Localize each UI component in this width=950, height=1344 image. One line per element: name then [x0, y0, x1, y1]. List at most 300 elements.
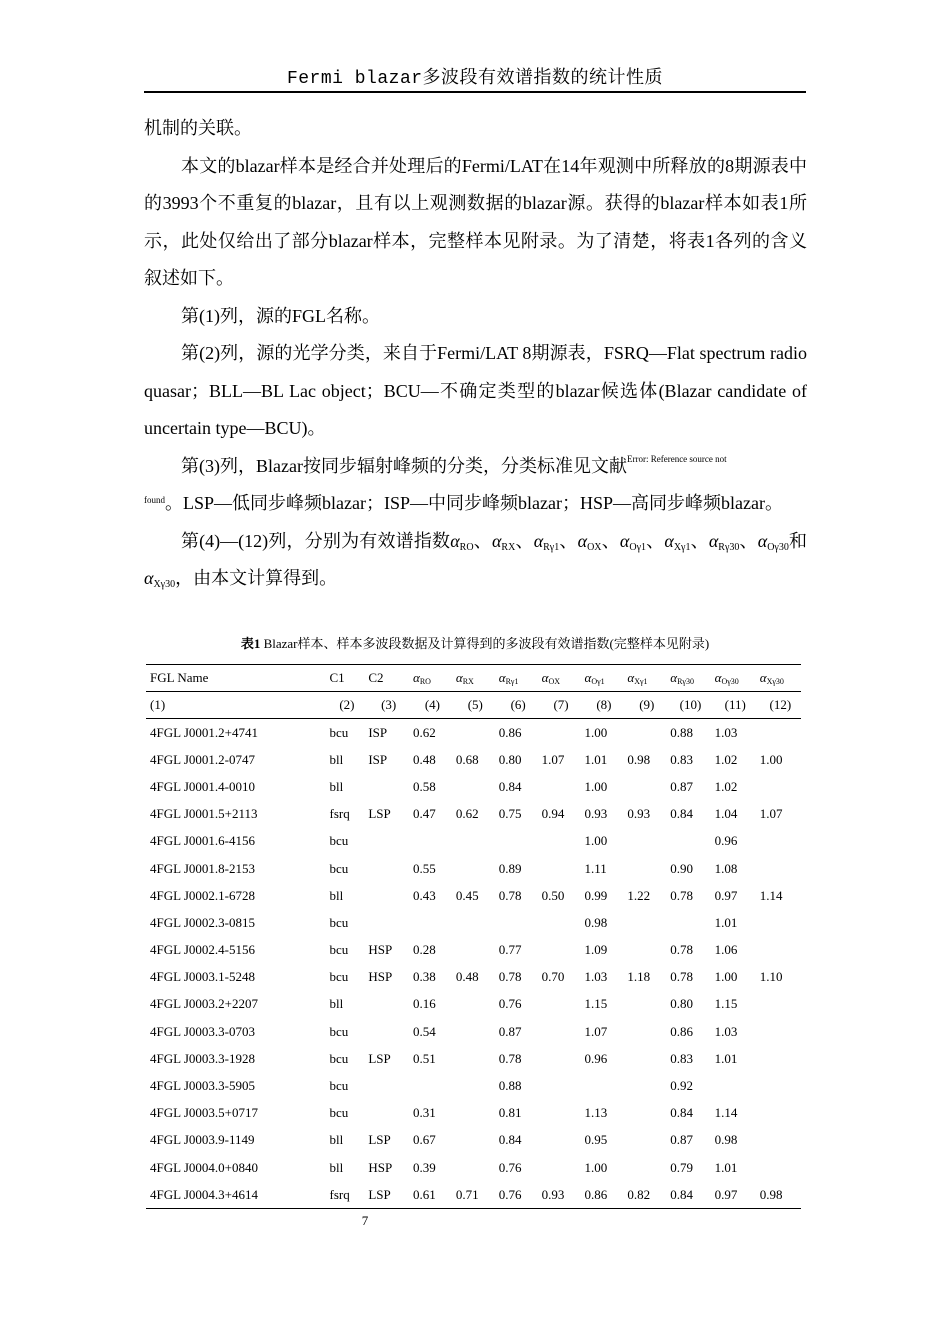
- alpha-subscript: Oγ1: [591, 677, 605, 686]
- table-cell: [538, 1072, 581, 1099]
- table-cell: 4FGL J0003.3-5905: [150, 1078, 255, 1094]
- table-row: [146, 1127, 801, 1154]
- alpha-symbol: α: [619, 530, 630, 551]
- table-cell: 0.87: [498, 1023, 522, 1039]
- table-cell: 4FGL J0003.3-0703: [150, 1023, 255, 1039]
- table-cell: 0.80: [498, 751, 522, 767]
- table-cell: LSP: [364, 1181, 409, 1209]
- alpha-subscript: Rγ1: [505, 677, 519, 686]
- alpha-subscript: RO: [419, 677, 431, 686]
- table-cell: 0.76: [498, 1159, 522, 1175]
- table-cell: bll: [329, 778, 344, 794]
- table-cell: [364, 828, 409, 855]
- alpha-subscript: Xγ30: [153, 579, 176, 590]
- table-row: [146, 909, 801, 936]
- alpha-symbol: α: [455, 670, 463, 685]
- table-cell: 0.90: [670, 860, 693, 876]
- table-cell: 0.31: [413, 1105, 436, 1121]
- table-cell: 0.86: [581, 1181, 624, 1209]
- table-cell: 1.14: [714, 1105, 738, 1121]
- table-row: [146, 964, 801, 991]
- alpha-subscript: Rγ1: [543, 541, 560, 553]
- table-cell: 1.03: [584, 969, 608, 985]
- table-cell: bll: [329, 887, 344, 903]
- table-cell: [364, 855, 409, 882]
- table-cell: [623, 773, 666, 800]
- table-cell: 1.00: [584, 1159, 608, 1175]
- table-cell: 0.93: [627, 806, 651, 822]
- table-cell: [756, 937, 801, 964]
- col-header-alpha: [581, 665, 624, 692]
- table-cell: bll: [329, 751, 344, 767]
- table-cell: 0.86: [498, 724, 522, 740]
- col-header-alpha: [756, 665, 801, 692]
- table-cell: 4FGL J0001.4-0010: [150, 778, 255, 794]
- table-row: [146, 773, 801, 800]
- table-cell: [538, 1127, 581, 1154]
- paragraph-3: 第(2)列，源的光学分类，来自于Fermi/LAT 8期源表，FSRQ—Flat spectrum radio quasar；BLL—BL Lac object；BCU—不确定类型的blazar候选体(Blazar candidate of uncertain type—BCU)。: [144, 343, 807, 438]
- table-cell: 0.81: [498, 1105, 522, 1121]
- table-cell: 0.78: [670, 942, 693, 958]
- table-cell: 0.99: [584, 887, 608, 903]
- table-cell: fsrq: [329, 806, 350, 822]
- table-cell: bcu: [329, 914, 349, 930]
- table-cell: 0.84: [498, 778, 522, 794]
- alpha-subscript: Oγ30: [767, 541, 789, 553]
- alpha-symbol: α: [627, 670, 635, 685]
- table-cell: [452, 1127, 495, 1154]
- col-number: (1): [146, 692, 326, 719]
- page-number: 7: [361, 1213, 369, 1228]
- table-cell: 0.77: [498, 942, 522, 958]
- table-cell: [538, 1154, 581, 1181]
- table-cell: 1.03: [714, 1023, 738, 1039]
- col-number: (2): [326, 692, 365, 719]
- paragraph-4-start: 第(3)列，Blazar按同步辐射峰频的分类，分类标准见文献: [181, 455, 627, 476]
- table-cell: [538, 828, 581, 855]
- table-cell: 1.06: [714, 942, 738, 958]
- alpha-subscript: OX: [548, 677, 561, 686]
- table-cell: 0.78: [670, 969, 693, 985]
- table-cell: [452, 719, 495, 747]
- table-cell: bcu: [329, 833, 349, 849]
- table-cell: 1.04: [714, 806, 738, 822]
- table-cell: 0.83: [670, 751, 693, 767]
- paragraph-5-start: 第(4)—(12)列，分别为有效谱指数: [181, 530, 451, 551]
- table-cell: bcu: [329, 969, 349, 985]
- table-cell: 1.00: [759, 751, 783, 767]
- col-number: (12): [756, 692, 801, 719]
- alpha-symbol: α: [533, 530, 544, 551]
- table-cell: 0.84: [498, 1132, 522, 1148]
- table-cell: [756, 828, 801, 855]
- table-cell: bll: [329, 996, 344, 1012]
- table-cell: 0.47: [413, 806, 436, 822]
- table-cell: 1.00: [714, 969, 738, 985]
- table-cell: [623, 991, 666, 1018]
- alpha-subscript: OX: [587, 541, 602, 553]
- table-row: [146, 1018, 801, 1045]
- table-cell: fsrq: [326, 1181, 365, 1209]
- separator: 、: [559, 530, 578, 551]
- running-header: Fermi blazar多波段有效谱指数的统计性质: [286, 69, 664, 89]
- table-row: [146, 801, 801, 828]
- table-cell: 0.97: [711, 1181, 756, 1209]
- table-cell: 4FGL J0004.3+4614: [146, 1181, 326, 1209]
- table-cell: 4FGL J0003.3-1928: [150, 1050, 255, 1066]
- table-cell: [452, 991, 495, 1018]
- table-cell: bcu: [329, 724, 349, 740]
- alpha-subscript: RO: [459, 541, 474, 553]
- alpha-symbol: α: [144, 568, 154, 588]
- alpha-subscript: Xγ30: [766, 677, 784, 686]
- col-number: (8): [581, 692, 624, 719]
- table-cell: 1.02: [714, 778, 738, 794]
- table-cell: 1.00: [584, 833, 608, 849]
- table-cell: [409, 909, 452, 936]
- table-cell: [623, 1127, 666, 1154]
- table-cell: [538, 937, 581, 964]
- table-cell: [756, 1045, 801, 1072]
- col-header-alpha: [495, 665, 538, 692]
- paragraph-2: 第(1)列，源的FGL名称。: [181, 305, 380, 326]
- table-cell: HSP: [368, 942, 393, 958]
- table-cell: [711, 1072, 756, 1099]
- alpha-symbol: α: [577, 530, 588, 551]
- table-cell: 0.78: [498, 887, 522, 903]
- table-cell: [756, 855, 801, 882]
- table-cell: 0.88: [498, 1078, 522, 1094]
- table-cell: 1.01: [714, 914, 738, 930]
- reference-error-line1: Error: Reference source not: [626, 453, 727, 464]
- table-cell: [623, 855, 666, 882]
- table-cell: ISP: [368, 724, 388, 740]
- alpha-symbol: α: [757, 530, 768, 551]
- table-cell: [756, 1127, 801, 1154]
- alpha-subscript: RX: [501, 541, 516, 553]
- table-caption-label: 表1: [240, 636, 261, 651]
- table-cell: 0.67: [413, 1132, 436, 1148]
- table-cell: 1.07: [584, 1023, 608, 1039]
- col-number: (4): [409, 692, 452, 719]
- table-cell: 0.82: [623, 1181, 666, 1209]
- table-cell: 0.68: [455, 751, 479, 767]
- table-cell: 0.75: [498, 806, 522, 822]
- table-cell: 0.76: [495, 1181, 538, 1209]
- table-cell: 0.86: [670, 1023, 693, 1039]
- table-cell: 0.50: [541, 887, 565, 903]
- header-rule: [144, 91, 806, 93]
- table-cell: [452, 773, 495, 800]
- table-cell: [756, 773, 801, 800]
- table-cell: 0.62: [455, 806, 479, 822]
- alpha-symbol: α: [670, 670, 678, 685]
- paragraph-5-end: ，由本文计算得到。: [175, 568, 338, 588]
- paragraph-4-end: 。LSP—低同步峰频blazar；ISP—中同步峰频blazar；HSP—高同步峰频blazar。: [165, 493, 783, 513]
- col-header-alpha: [409, 665, 452, 692]
- table-cell: 0.39: [413, 1159, 436, 1175]
- table-cell: [538, 773, 581, 800]
- col-number: (3): [364, 692, 409, 719]
- blazar-table: [146, 664, 801, 1209]
- table-cell: 0.93: [584, 806, 608, 822]
- paragraph-4: [144, 448, 807, 523]
- col-number: (11): [711, 692, 756, 719]
- table-cell: [666, 909, 710, 936]
- table-cell: 0.71: [452, 1181, 495, 1209]
- table-cell: 0.84: [670, 806, 693, 822]
- table-row: [146, 991, 801, 1018]
- table-cell: 0.16: [413, 996, 436, 1012]
- table-cell: 0.96: [584, 1050, 608, 1066]
- table-cell: [538, 855, 581, 882]
- table-cell: [452, 1045, 495, 1072]
- table-row: [146, 1154, 801, 1181]
- paragraph-1: 本文的blazar样本是经合并处理后的Fermi/LAT在14年观测中所释放的8期源表中的3993个不重复的blazar，且有以上观测数据的blazar源。获得的blazar样本如表1所示，此处仅给出了部分blazar样本，完整样本见附录。为了清楚，将表1各列的含义叙述如下。: [144, 155, 807, 288]
- table-cell: [666, 828, 710, 855]
- table-cell: 4FGL J0001.2-0747: [150, 751, 255, 767]
- table-row: [146, 1045, 801, 1072]
- paragraph-0: 机制的关联。: [144, 118, 252, 138]
- table-cell: 0.87: [670, 778, 693, 794]
- table-cell: [452, 1072, 495, 1099]
- table-cell: [623, 1018, 666, 1045]
- table-cell: [623, 1100, 666, 1127]
- table-row: [146, 855, 801, 882]
- table-cell: LSP: [368, 1132, 391, 1148]
- table-cell: 0.88: [670, 724, 693, 740]
- separator: 、: [473, 530, 492, 551]
- table-cell: 0.62: [413, 724, 436, 740]
- col-number: (6): [495, 692, 538, 719]
- table-cell: [364, 909, 409, 936]
- table-cell: 4FGL J0001.6-4156: [150, 833, 255, 849]
- alpha-symbol: α: [541, 670, 549, 685]
- alpha-subscript: RX: [462, 677, 474, 686]
- table-cell: [409, 1072, 452, 1099]
- table-cell: 0.95: [584, 1132, 608, 1148]
- col-number: (9): [623, 692, 666, 719]
- alpha-symbol: α: [759, 670, 767, 685]
- separator: 、: [601, 530, 620, 551]
- table-cell: [452, 1100, 495, 1127]
- table-cell: [452, 909, 495, 936]
- table-cell: 0.76: [498, 996, 522, 1012]
- col-header-c2: C2: [364, 665, 409, 692]
- table-cell: [538, 909, 581, 936]
- table-cell: [623, 937, 666, 964]
- alpha-symbol: α: [664, 530, 674, 551]
- table-cell: 4FGL J0001.5+2113: [150, 806, 258, 822]
- table-cell: [364, 991, 409, 1018]
- table-cell: 1.08: [714, 860, 738, 876]
- table-cell: [364, 773, 409, 800]
- table-cell: 0.78: [670, 887, 693, 903]
- table-cell: 1.18: [627, 969, 651, 985]
- table-cell: [538, 1045, 581, 1072]
- table-cell: 0.79: [670, 1159, 693, 1175]
- table-cell: 0.54: [413, 1023, 436, 1039]
- table-cell: 0.93: [538, 1181, 581, 1209]
- table-cell: 0.98: [756, 1181, 801, 1209]
- table-cell: 0.80: [670, 996, 693, 1012]
- alpha-subscript: Xγ1: [634, 677, 648, 686]
- table-cell: [623, 1154, 666, 1181]
- table-cell: 0.94: [541, 806, 565, 822]
- table-cell: 0.45: [455, 887, 479, 903]
- alpha-symbol: α: [708, 530, 719, 551]
- table-cell: 0.58: [413, 778, 436, 794]
- col-header-alpha: [623, 665, 666, 692]
- table-row: [146, 882, 801, 909]
- table-cell: [538, 1100, 581, 1127]
- table-cell: 0.92: [670, 1078, 693, 1094]
- table-cell: LSP: [368, 806, 391, 822]
- table-caption: [144, 634, 806, 654]
- table-cell: 0.70: [541, 969, 565, 985]
- table-cell: 0.84: [666, 1181, 710, 1209]
- table-cell: 4FGL J0002.3-0815: [150, 914, 255, 930]
- col-number: (5): [452, 692, 495, 719]
- table-cell: 1.15: [584, 996, 608, 1012]
- table-cell: [756, 1018, 801, 1045]
- table-cell: 1.01: [714, 1050, 738, 1066]
- col-number: (7): [538, 692, 581, 719]
- table-cell: [452, 1018, 495, 1045]
- table-cell: [364, 1018, 409, 1045]
- table-cell: 0.38: [413, 969, 436, 985]
- table-cell: 4FGL J0003.9-1149: [150, 1132, 255, 1148]
- table-cell: 1.07: [541, 751, 565, 767]
- alpha-subscript: Xγ1: [673, 541, 691, 553]
- table-cell: bcu: [329, 860, 349, 876]
- table-cell: 1.02: [714, 751, 738, 767]
- alpha-symbol: α: [584, 670, 592, 685]
- table-cell: 1.10: [759, 969, 783, 985]
- table-cell: 4FGL J0004.0+0840: [150, 1159, 258, 1175]
- separator: 、: [690, 530, 709, 551]
- table-cell: 0.97: [714, 887, 738, 903]
- alpha-symbol: α: [714, 670, 722, 685]
- table-cell: [756, 909, 801, 936]
- table-cell: 1.15: [714, 996, 738, 1012]
- table-cell: [538, 719, 581, 747]
- table-cell: [756, 1072, 801, 1099]
- table-cell: 1.13: [584, 1105, 608, 1121]
- alpha-subscript: Oγ1: [629, 541, 646, 553]
- separator: 、: [515, 530, 534, 551]
- table-cell: [756, 719, 801, 747]
- table-cell: 1.09: [584, 942, 608, 958]
- table-cell: 0.98: [584, 914, 608, 930]
- table-cell: [409, 828, 452, 855]
- table-cell: 1.01: [584, 751, 608, 767]
- table-row: [146, 719, 801, 747]
- table-cell: [623, 909, 666, 936]
- col-header-alpha: [666, 665, 710, 692]
- table-cell: ISP: [368, 751, 388, 767]
- table-cell: [623, 1045, 666, 1072]
- table-cell: 0.78: [498, 969, 522, 985]
- table-cell: 1.22: [627, 887, 651, 903]
- table-cell: LSP: [368, 1050, 391, 1066]
- table-cell: bcu: [329, 1050, 349, 1066]
- table-cell: 4FGL J0002.1-6728: [150, 887, 255, 903]
- table-cell: bcu: [329, 942, 349, 958]
- table-cell: [452, 828, 495, 855]
- table-cell: 1.07: [759, 806, 783, 822]
- table-cell: 4FGL J0003.2+2207: [150, 996, 258, 1012]
- table-cell: 0.84: [670, 1105, 693, 1121]
- table-row: [146, 746, 801, 773]
- col-header-alpha: [538, 665, 581, 692]
- table-cell: 0.96: [714, 833, 738, 849]
- alpha-symbol: α: [413, 670, 420, 685]
- table-body: [146, 719, 801, 1209]
- table-cell: bcu: [329, 1023, 349, 1039]
- body-text: [144, 110, 807, 598]
- table-cell: 1.14: [759, 887, 783, 903]
- table-cell: 0.61: [409, 1181, 452, 1209]
- table-cell: 0.51: [413, 1050, 436, 1066]
- alpha-symbol: α: [498, 670, 506, 685]
- table-cell: 0.83: [670, 1050, 693, 1066]
- alpha-subscript: Rγ30: [718, 541, 740, 553]
- table-cell: [364, 1100, 409, 1127]
- table-cell: 1.00: [584, 724, 608, 740]
- table-header-row: [146, 665, 801, 692]
- table-cell: [452, 1154, 495, 1181]
- table-cell: 0.89: [498, 860, 522, 876]
- alpha-symbol: α: [450, 530, 460, 551]
- table-cell: 1.03: [714, 724, 738, 740]
- table-row: [146, 937, 801, 964]
- table-cell: 0.98: [714, 1132, 738, 1148]
- table-cell: [756, 1154, 801, 1181]
- table-cell: [623, 1072, 666, 1099]
- separator: 、: [739, 530, 758, 551]
- table-cell: [495, 828, 538, 855]
- table-cell: 4FGL J0001.2+4741: [150, 724, 258, 740]
- table-cell: 0.48: [455, 969, 479, 985]
- table-cell: [538, 1018, 581, 1045]
- table-caption-text: Blazar样本、样本多波段数据及计算得到的多波段有效谱指数(完整样本见附录): [263, 636, 710, 651]
- table-cell: bll: [329, 1159, 344, 1175]
- table-cell: 0.98: [627, 751, 651, 767]
- col-number: (10): [666, 692, 710, 719]
- table-cell: bcu: [329, 1105, 349, 1121]
- table-cell: [452, 855, 495, 882]
- table-cell: 0.78: [498, 1050, 522, 1066]
- table-cell: [538, 991, 581, 1018]
- table-row: [146, 1181, 801, 1209]
- table-cell: [581, 1072, 624, 1099]
- table-column-number-row: [146, 692, 801, 719]
- table-cell: HSP: [368, 1159, 393, 1175]
- alpha-subscript: Oγ30: [721, 677, 739, 686]
- table-cell: [452, 937, 495, 964]
- paragraph-5: [144, 523, 807, 598]
- table-cell: 0.48: [413, 751, 436, 767]
- table-cell: 4FGL J0003.1-5248: [150, 969, 255, 985]
- col-header-alpha: [452, 665, 495, 692]
- table-cell: 4FGL J0001.8-2153: [150, 860, 255, 876]
- table-cell: 1.01: [714, 1159, 738, 1175]
- alpha-symbol: α: [491, 530, 502, 551]
- col-header-alpha: [711, 665, 756, 692]
- table-cell: 0.43: [413, 887, 436, 903]
- alpha-subscript: Rγ30: [677, 677, 694, 686]
